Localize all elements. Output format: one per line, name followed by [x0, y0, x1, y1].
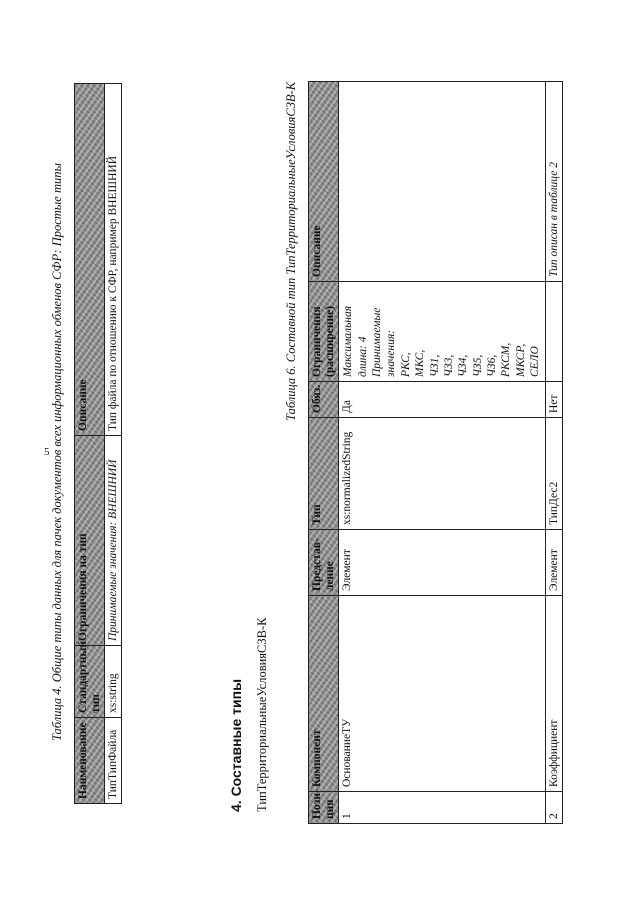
- cell-std-type: xs:string: [105, 646, 122, 718]
- section-title: 4. Составные типы: [228, 678, 244, 812]
- table-row: [545, 82, 562, 824]
- cell-restrictions: [339, 282, 545, 382]
- header-restrictions: Ограничения (расширение): [309, 282, 339, 382]
- table6-caption: Таблица 6. Составной тип ТипТерриториальныеУсловияСЗВ-К: [284, 82, 298, 421]
- table-header-row: [309, 82, 339, 824]
- cell-required: Да: [339, 382, 545, 418]
- cell-restriction: Принимаемые значения: ВНЕШНИЙ: [105, 436, 122, 646]
- cell-type: ТипДес2: [545, 418, 562, 530]
- cell-description: Тип файла по отношению к СФР, например ВНЕШНИЙ: [105, 84, 122, 436]
- cell-restrictions: [545, 282, 562, 382]
- table-row: [339, 82, 545, 824]
- header-representation: Представ-ление: [309, 530, 339, 596]
- restriction-line: ЧЗ6,: [486, 354, 499, 377]
- composite-type-name: ТипТерриториальныеУсловияСЗВ-К: [255, 617, 269, 812]
- restriction-line: СЕЛО: [529, 346, 542, 377]
- restriction-line: МКС,: [414, 349, 427, 377]
- restriction-line: Принимаемые: [371, 307, 384, 377]
- header-description: Описание: [75, 84, 105, 436]
- restriction-line: ЧЗ3,: [442, 354, 455, 377]
- page-number: 5: [44, 446, 50, 458]
- restriction-line: ЧЗ4,: [457, 354, 470, 377]
- cell-position: 2: [545, 792, 562, 824]
- cell-description: [339, 82, 545, 282]
- cell-component: Коэффициент: [545, 596, 562, 792]
- cell-representation: Элемент: [339, 530, 545, 596]
- restriction-line: РКСМ,: [500, 342, 513, 377]
- header-required: Обяз.: [309, 382, 339, 418]
- cell-required: Нет: [545, 382, 562, 418]
- cell-description: Тип описан в таблице 2: [545, 82, 562, 282]
- rotated-page-content: [40, 52, 600, 852]
- restriction-line: ЧЗ5,: [471, 354, 484, 377]
- header-type: Тип: [309, 418, 339, 530]
- table-header-row: [75, 84, 105, 804]
- header-position: Пози-ция: [309, 792, 339, 824]
- table4-caption: Таблица 4. Общие типы данных для пачек документов всех информационных обменов СФР: Простые типы: [50, 163, 64, 741]
- restriction-line: значения:: [385, 329, 398, 377]
- header-description: Описание: [309, 82, 339, 282]
- cell-type: xs:normalizedString: [339, 418, 545, 530]
- composite-type-table: [308, 81, 563, 824]
- cell-position: 1: [339, 792, 545, 824]
- restriction-line: длина: 4: [356, 336, 369, 377]
- restriction-line: МКСР,: [514, 343, 527, 377]
- cell-representation: Элемент: [545, 530, 562, 596]
- header-component: Компонент: [309, 596, 339, 792]
- header-std-type: Стандартный тип: [75, 646, 105, 718]
- header-restriction: Ограничения на тип: [75, 436, 105, 646]
- restriction-line: РКС,: [399, 352, 412, 377]
- restriction-line: Максимальная: [342, 305, 355, 377]
- simple-types-table: [74, 83, 122, 804]
- header-name: Наименование: [75, 718, 105, 804]
- restriction-line: ЧЗ1,: [428, 354, 441, 377]
- cell-name: ТипТипФайла: [105, 718, 122, 804]
- table-row: [105, 84, 122, 804]
- cell-component: ОснованиеТУ: [339, 596, 545, 792]
